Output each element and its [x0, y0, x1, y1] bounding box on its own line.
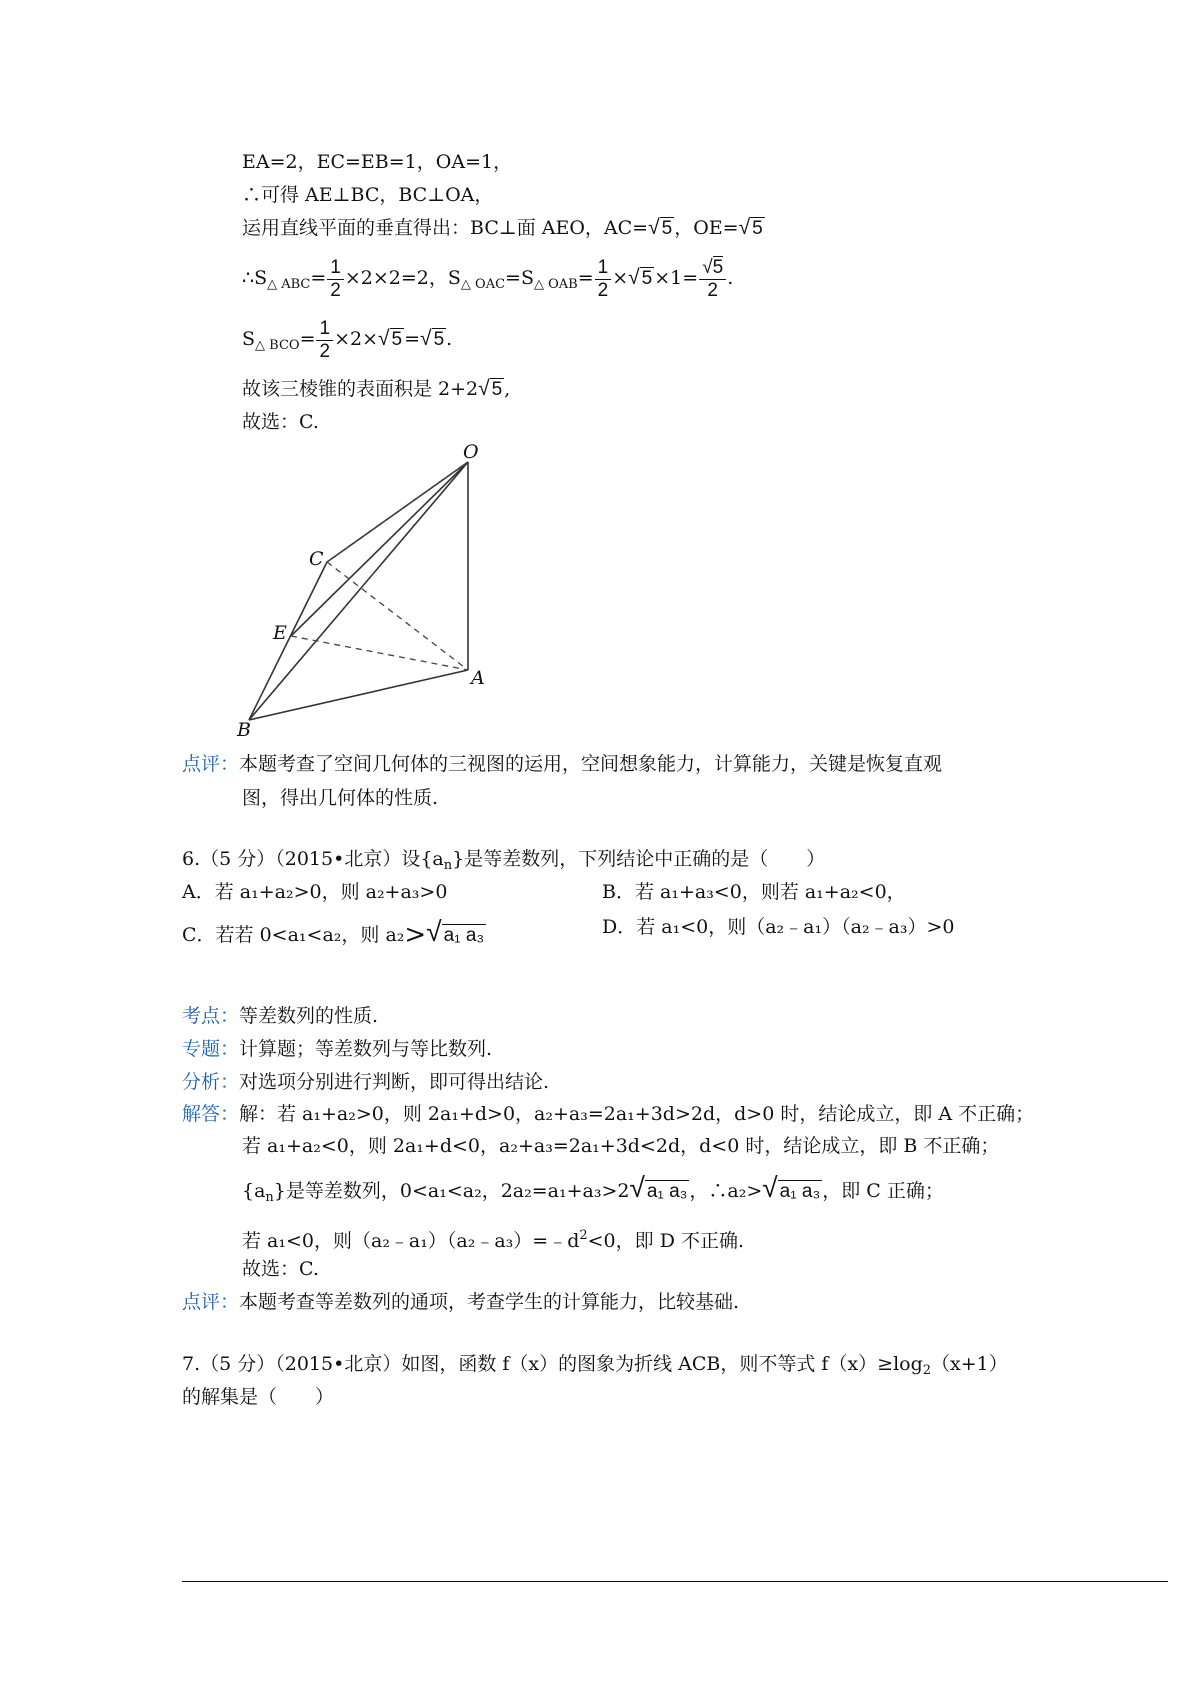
text-fragment: ∴S [242, 267, 268, 289]
text-fragment: {a [242, 1180, 266, 1202]
solution-line-6 [242, 377, 510, 402]
comment-label: 点评： [182, 753, 240, 775]
solution-line-1: EA=2，EC=EB=1，OA=1， [242, 151, 513, 173]
zhuanti-text: 计算题；等差数列与等比数列. [239, 1038, 493, 1060]
segment-CA [327, 562, 468, 670]
zhuanti-line [182, 1037, 492, 1061]
pyramid-figure [235, 440, 495, 740]
option-A: A．若 a₁+a₂>0，则 a₂+a₃>0 [182, 881, 448, 903]
option-C [182, 912, 486, 956]
sqrt-5: √ 5 [478, 377, 503, 400]
text-fragment: 7.（5 分）（2015•北京）如图，函数 f（x）的图象为折线 ACB，则不等式 f（x）≥log [182, 1353, 923, 1375]
jieda-line-2: 若 a₁+a₂<0，则 2a₁+d<0，a₂+a₃=2a₁+3d<2d，d<0 时，结论成立，即 B 不正确； [242, 1135, 1000, 1157]
text-fragment: 运用直线平面的垂直得出：BC⊥面 AEO，AC= [242, 217, 649, 239]
sqrt-a1a3: √ a₁ a₃ [762, 1172, 821, 1203]
fenxi-label: 分析： [182, 1071, 240, 1093]
subscript: △ OAC [460, 277, 506, 292]
text-fragment: ×2× [334, 328, 378, 350]
text-fragment: <0，即 D 不正确. [587, 1230, 745, 1252]
text-fragment: , [504, 378, 511, 400]
kaodian-line [182, 1004, 378, 1028]
kaodian-text: 等差数列的性质. [239, 1005, 379, 1027]
text-fragment: = [310, 267, 327, 289]
text-fragment: × [612, 267, 629, 289]
fenxi-line [182, 1070, 549, 1094]
comment-5-line-2: 图，得出几何体的性质. [242, 787, 439, 809]
text-fragment: ×1= [654, 267, 699, 289]
sqrt-5: √ 5 [628, 266, 653, 289]
text-fragment: = [404, 328, 421, 350]
edge-BA [249, 670, 468, 720]
subscript: n [265, 1190, 274, 1205]
dianping-line [182, 1290, 739, 1314]
subscript: △ BCO [255, 338, 300, 353]
footer-rule [182, 1581, 1168, 1582]
subscript: n [443, 858, 453, 873]
label-C: C [309, 548, 324, 570]
label-B: B [237, 719, 251, 740]
text-fragment: ，即 C 正确； [822, 1180, 944, 1202]
option-B: B．若 a₁+a₃<0，则若 a₁+a₂<0， [602, 881, 906, 903]
solution-line-2: ∴可得 AE⊥BC，BC⊥OA， [242, 184, 494, 206]
text-fragment: . [446, 328, 453, 350]
question-7-line-2: 的解集是（ ） [182, 1386, 335, 1408]
question-7-line-1 [182, 1352, 1008, 1383]
subscript: △ ABC [267, 277, 311, 292]
comment-text: 本题考查了空间几何体的三视图的运用，空间想象能力，计算能力，关键是恢复直观 [239, 753, 943, 775]
solution-line-3 [242, 216, 765, 241]
text-fragment: . [727, 267, 734, 289]
dianping-label: 点评： [182, 1291, 240, 1313]
sqrt-a1a3: √ a₁ a₃ [629, 1172, 688, 1203]
segment-EA [291, 636, 468, 670]
superscript: 2 [579, 1228, 588, 1243]
text-fragment: ，∴a₂> [689, 1180, 763, 1202]
text-fragment: 故该三棱锥的表面积是 2+2 [242, 378, 479, 400]
text-fragment: }是等差数列，下列结论中正确的是（ ） [452, 848, 826, 870]
jieda-text: 解：若 a₁+a₂>0，则 2a₁+d>0，a₂+a₃=2a₁+3d>2d，d>0 时，结论成立，即 A 不正确； [239, 1103, 1035, 1125]
subscript: △ OAB [533, 277, 578, 292]
text-fragment: S [242, 328, 256, 350]
option-D: D．若 a₁<0，则（a₂﹣a₁）（a₂﹣a₃）>0 [602, 916, 955, 938]
fenxi-text: 对选项分别进行判断，即可得出结论. [239, 1071, 550, 1093]
jieda-label: 解答： [182, 1103, 240, 1125]
jieda-line-1 [182, 1102, 1034, 1126]
label-E: E [273, 622, 287, 644]
fraction-sqrt5-over-2: $\frac{√5}{2}$ [699, 257, 726, 302]
comment-5-line-1 [182, 752, 942, 776]
text-fragment: （x+1） [931, 1353, 1008, 1375]
label-O: O [463, 441, 479, 463]
solution-line-5 [242, 315, 452, 370]
greater-than-sign: > [404, 920, 427, 950]
text-fragment: =S [505, 267, 534, 289]
edge-OB [249, 462, 468, 720]
fraction-one-half: $\frac{1}{2}$ [595, 257, 612, 302]
fraction-one-half: $\frac{1}{2}$ [327, 257, 344, 302]
label-A: A [471, 667, 485, 689]
kaodian-label: 考点： [182, 1005, 240, 1027]
fraction-one-half: $\frac{1}{2}$ [316, 318, 333, 363]
dianping-text: 本题考查等差数列的通项，考查学生的计算能力，比较基础. [239, 1291, 740, 1313]
solution-line-7: 故选：C. [242, 411, 319, 433]
sqrt-a1a3: √ a₁ a₃ [426, 916, 485, 947]
subscript: 2 [922, 1363, 932, 1378]
text-fragment: 6.（5 分）（2015•北京）设{a [182, 848, 444, 870]
jieda-line-5: 故选：C. [242, 1258, 319, 1280]
text-fragment: C． [182, 924, 216, 946]
solution-line-4 [242, 254, 733, 309]
text-fragment: ×2×2=2，S [344, 267, 461, 289]
question-6-stem [182, 847, 825, 878]
text-fragment: 若 a₁<0，则（a₂﹣a₁）（a₂﹣a₃）=﹣d [242, 1230, 580, 1252]
text-fragment: ，OE= [674, 217, 739, 239]
text-fragment: = [577, 267, 594, 289]
text-fragment: 若若 0<a₁<a₂，则 a₂ [215, 924, 405, 946]
sqrt-5: √ 5 [648, 216, 673, 239]
jieda-line-3 [242, 1168, 944, 1218]
sqrt-5: √ 5 [378, 327, 403, 350]
jieda-line-4 [242, 1224, 744, 1253]
sqrt-5: √ 5 [420, 327, 445, 350]
text-fragment: = [299, 328, 316, 350]
sqrt-5: √ 5 [738, 216, 763, 239]
zhuanti-label: 专题： [182, 1038, 240, 1060]
text-fragment: }是等差数列，0<a₁<a₂，2a₂=a₁+a₃>2 [273, 1180, 630, 1202]
